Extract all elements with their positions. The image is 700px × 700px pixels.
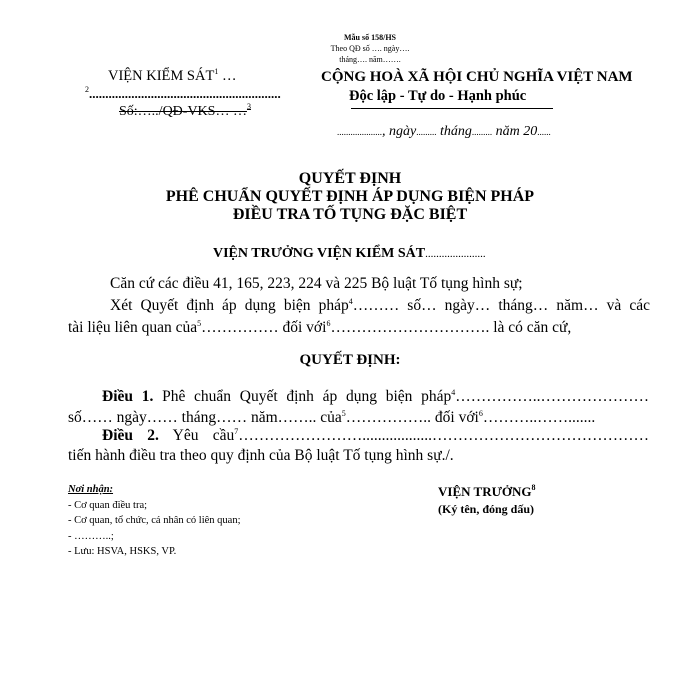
basis-line-2 <box>110 297 650 315</box>
form-ref-line2: Theo QĐ số …. ngày…. <box>330 44 410 53</box>
issuing-authority <box>213 246 486 262</box>
recipients-heading: Nơi nhận: <box>68 484 114 495</box>
article-2-line-1 <box>102 427 649 445</box>
national-motto: Độc lập - Tự do - Hạnh phúc <box>349 88 527 104</box>
basis-line-3-a: tài liệu liên quan của <box>68 319 198 336</box>
basis-line-2-b: ……… số… ngày… tháng… năm… và các <box>352 297 650 314</box>
recipient-item: - Cơ quan điều tra; <box>68 499 148 511</box>
document-number <box>119 104 289 120</box>
article-2-label: Điều 2. <box>102 427 159 444</box>
agency-suffix: … <box>218 68 237 84</box>
article-2-line-2: tiến hành điều tra theo quy định của Bộ luật Tố tụng hình sự./. <box>68 447 454 464</box>
form-code: Mẫu số 158/HS <box>343 33 396 42</box>
title-line-2: PHÊ CHUẨN QUYẾT ĐỊNH ÁP DỤNG BIỆN PHÁP <box>165 188 535 205</box>
article-1-footnote-4: 4 <box>451 388 456 397</box>
document-number-text: Số:…../QĐ-VKS… … <box>119 104 247 119</box>
basis-line-3-c: …………………………. là có căn cứ, <box>330 319 572 336</box>
decision-heading: QUYẾT ĐỊNH: <box>299 352 401 368</box>
agency-name <box>108 68 236 85</box>
recipient-item: - Cơ quan, tổ chức, cá nhân có liên quan; <box>68 515 241 526</box>
article-1-label: Điều 1. <box>102 388 154 405</box>
article-1-footnote-5: 5 <box>341 409 346 418</box>
agency-label: VIỆN KIỂM SÁT <box>108 68 215 84</box>
title-line-3: ĐIỀU TRA TỐ TỤNG ĐẶC BIỆT <box>232 206 468 223</box>
date-month-label: tháng <box>436 124 472 139</box>
article-1-line-2 <box>68 409 595 427</box>
article-1-line-2-a: số…… ngày…… tháng…… năm…….. của <box>68 409 342 426</box>
sub-agency-line <box>85 86 281 102</box>
recipient-item: - ………..; <box>68 530 114 542</box>
basis-line-2-a: Xét Quyết định áp dụng biện pháp <box>110 297 349 314</box>
article-2-text-b: ……………………..................…………………………………… <box>238 427 650 444</box>
sub-agency-dots: ........................................................... <box>89 86 281 101</box>
article-1-text-a: Phê chuẩn Quyết định áp dụng biện pháp <box>153 388 452 405</box>
footnote-1: 1 <box>214 67 219 76</box>
form-reference <box>240 32 500 65</box>
date-day-label: , ngày <box>382 124 417 139</box>
basis-line-1: Căn cứ các điều 41, 165, 223, 224 và 225 Bộ luật Tố tụng hình sự; <box>110 275 523 292</box>
authority-label: VIỆN TRƯỞNG VIỆN KIỂM SÁT <box>213 246 426 261</box>
article-1-text-b: ……………..………………… <box>455 388 650 405</box>
footnote-2: 2 <box>85 85 89 94</box>
footnote-6: 6 <box>326 319 331 328</box>
form-ref-line3: tháng…. năm……. <box>339 55 401 64</box>
article-1-footnote-6: 6 <box>478 409 483 418</box>
day-dots: ......... <box>416 127 437 137</box>
article-1-line-2-c: ………..……....... <box>482 409 596 426</box>
authority-dots: ...................... <box>425 248 486 260</box>
recipients-block <box>68 482 240 560</box>
footnote-5: 5 <box>197 319 202 328</box>
document-title <box>0 170 700 224</box>
article-1-line-1 <box>102 388 649 406</box>
year-dots: ...... <box>537 127 551 137</box>
article-1-line-2-b: …………….. đối với <box>345 409 479 426</box>
signature-note: (Ký tên, đóng dấu) <box>438 502 535 516</box>
signature-title <box>438 484 536 500</box>
recipient-item: - Lưu: HSVA, HSKS, VP. <box>68 546 177 557</box>
signature-title-text: VIỆN TRƯỞNG <box>438 484 532 499</box>
footnote-8: 8 <box>531 483 536 492</box>
title-line-1: QUYẾT ĐỊNH <box>298 170 402 187</box>
basis-line-3 <box>68 319 571 337</box>
article-2-text-a: Yêu cầu <box>158 427 235 444</box>
footnote-4: 4 <box>348 297 353 306</box>
country-name: CỘNG HOÀ XÃ HỘI CHỦ NGHĨA VIỆT NAM <box>321 69 633 85</box>
footnote-3: 3 <box>246 102 251 111</box>
footnote-7: 7 <box>234 427 239 436</box>
month-dots: ......... <box>471 127 493 137</box>
basis-line-3-b: …………… đối với <box>201 319 327 336</box>
date-line <box>337 124 551 140</box>
date-year-label: năm 20 <box>492 124 538 139</box>
place-dots: .................... <box>337 127 382 137</box>
motto-underline <box>351 108 553 109</box>
